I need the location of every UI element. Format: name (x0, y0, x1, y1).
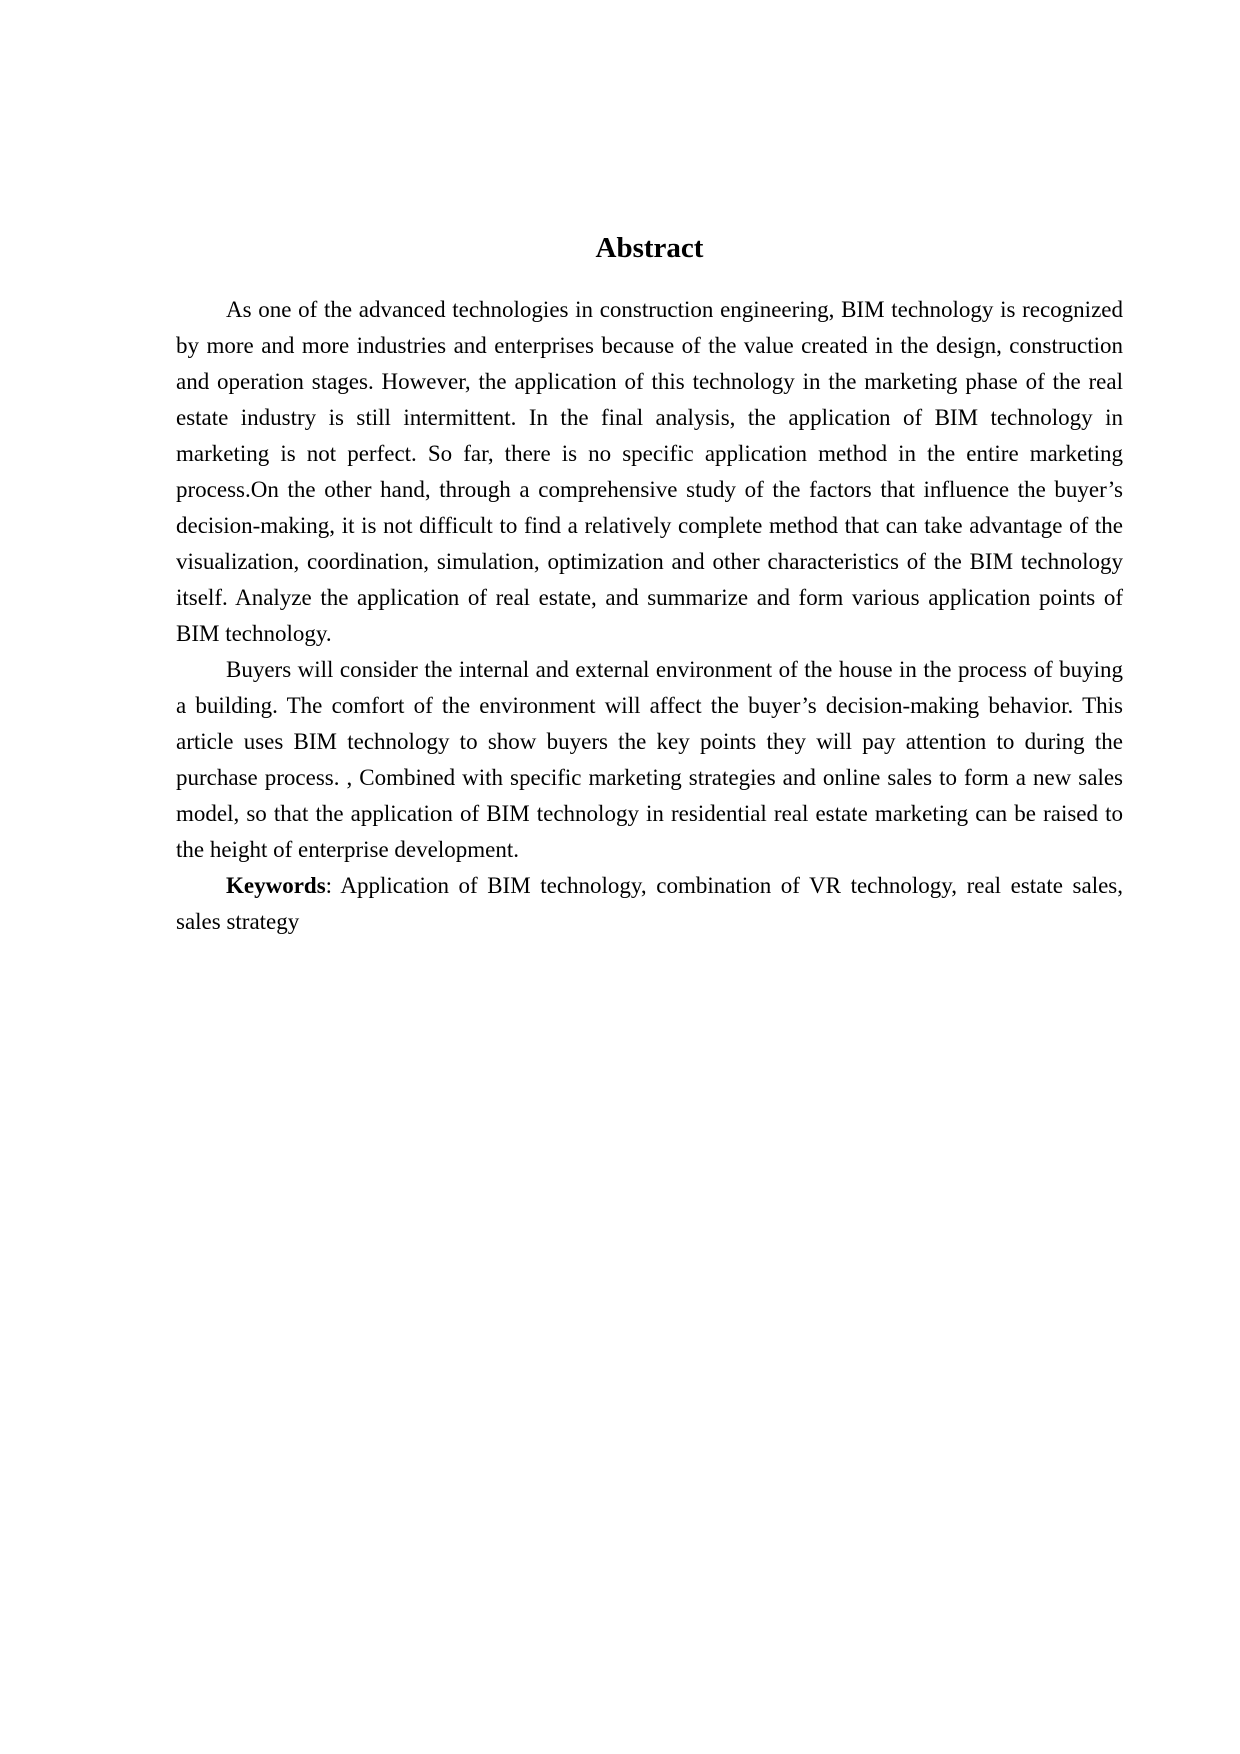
abstract-page (176, 228, 1123, 940)
abstract-paragraph-2: Buyers will consider the internal and external environment of the house in the process of buying a building. The comfort of the environment will affect the buyer’s decision-making behavior. This article uses BIM technology to show buyers the key points they will pay attention to during the purchase process. , Combined with specific marketing strategies and online sales to form a new sales model, so that the application of BIM technology in residential real estate marketing can be raised to the height of enterprise development. (176, 657, 1123, 862)
abstract-title: Abstract (595, 232, 704, 264)
keywords-label: Keywords (226, 873, 326, 898)
keywords-paragraph (176, 868, 1123, 940)
keywords-text: : Application of BIM technology, combination of VR technology, real estate sales, sales strategy (176, 873, 1123, 934)
abstract-paragraph-1: As one of the advanced technologies in construction engineering, BIM technology is recognized by more and more industries and enterprises because of the value created in the design, construction and operation stages. However, the application of this technology in the marketing phase of the real estate industry is still intermittent. In the final analysis, the application of BIM technology in marketing is not perfect. So far, there is no specific application method in the entire marketing process.On the other hand, through a comprehensive study of the factors that influence the buyer’s decision-making, it is not difficult to find a relatively complete method that can take advantage of the visualization, coordination, simulation, optimization and other characteristics of the BIM technology itself. Analyze the application of real estate, and summarize and form various application points of BIM technology. (176, 297, 1123, 646)
